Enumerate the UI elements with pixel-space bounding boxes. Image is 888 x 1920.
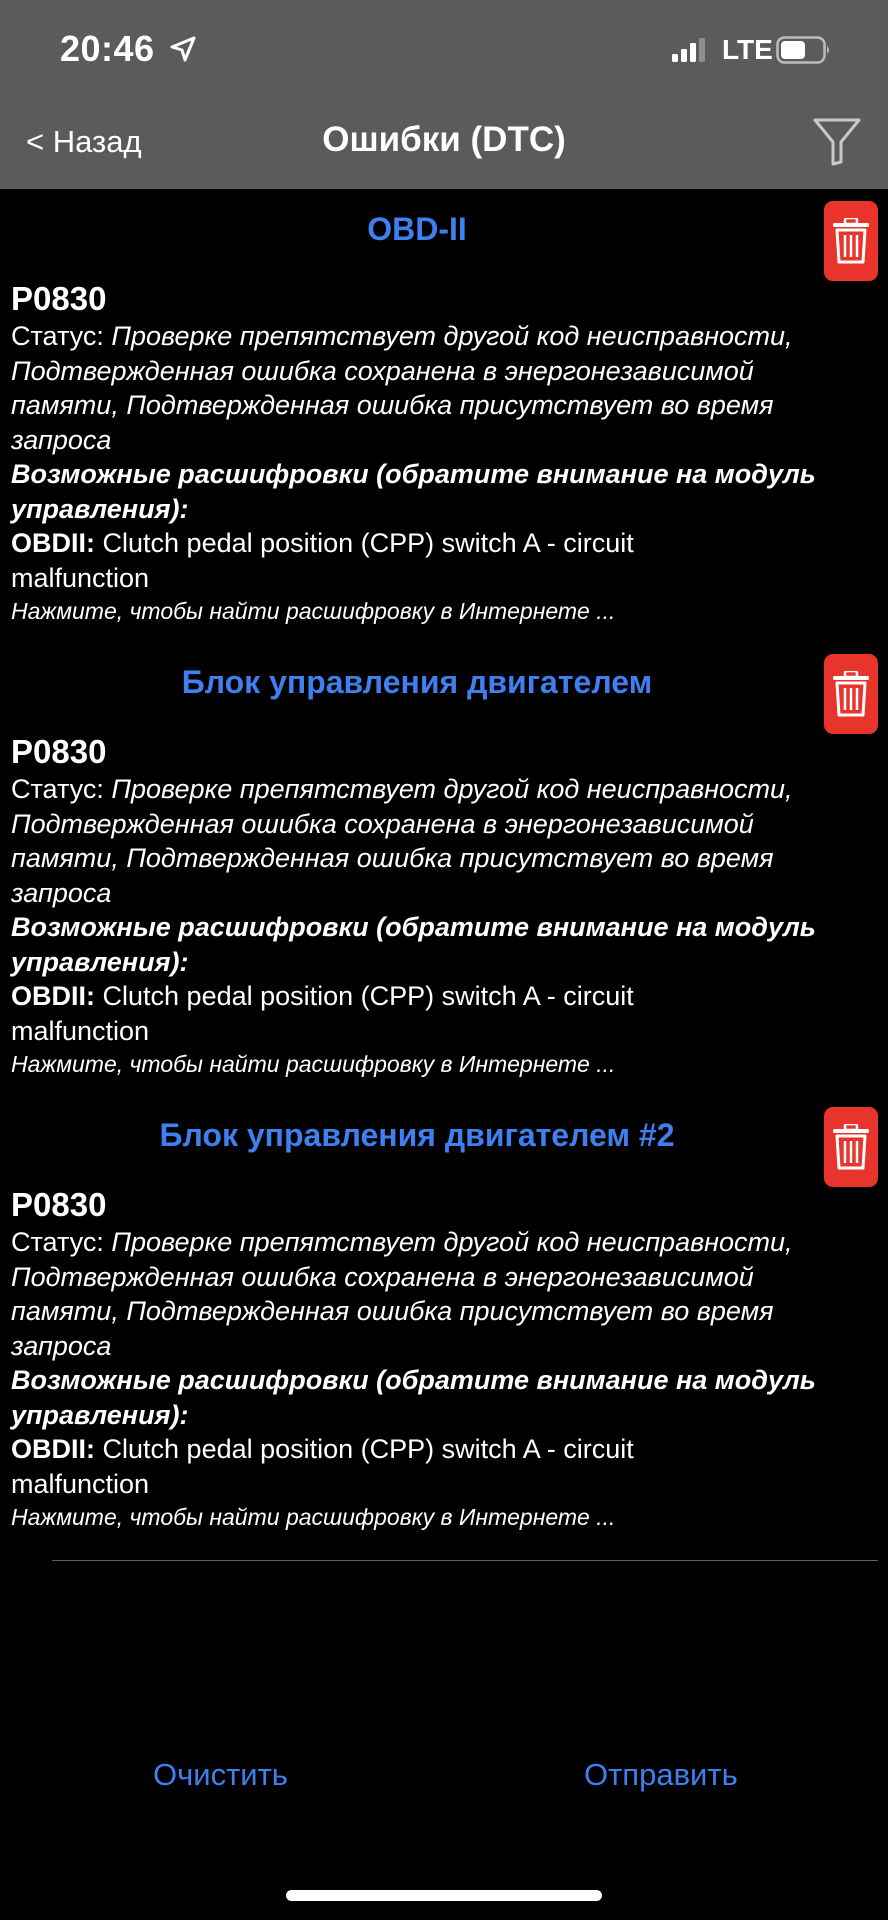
status-line [11,423,871,458]
status-text: памяти, Подтвержденная ошибка присутствует во время [11,843,774,873]
status-bar [0,0,888,100]
dtc-section-obd2 [0,189,888,641]
dtc-entry[interactable] [11,732,871,1080]
status-text: Подтвержденная ошибка сохранена в энергонезависимой [11,808,754,839]
description-line: malfunction [11,1015,150,1046]
page-title: Ошибки (DTC) [322,120,566,159]
status-label: Статус: [11,321,104,351]
obd-prefix: OBDII: [11,1434,95,1464]
cellular-signal-icon [672,38,708,62]
status-text: памяти, Подтвержденная ошибка присутствует во время [11,1296,774,1326]
description-line [11,979,871,1014]
status-label: Статус: [11,774,104,804]
battery-icon [776,36,832,64]
status-text: запроса [11,1330,112,1361]
trash-icon [833,1124,869,1170]
hints-heading: управления): [11,1399,189,1430]
top-bar [0,0,888,189]
status-text: запроса [11,424,112,455]
dtc-section-engine [0,642,888,1094]
delete-button[interactable] [824,1107,878,1187]
status-text: памяти, Подтвержденная ошибка присутствует во время [11,390,774,420]
hints-heading: управления): [11,493,189,524]
status-time: 20:46 [60,28,155,69]
status-label: Статус: [11,1227,104,1257]
network-type: LTE [722,34,773,65]
filter-icon[interactable] [812,116,862,168]
delete-button[interactable] [824,654,878,734]
status-line [11,1294,871,1329]
obd-prefix: OBDII: [11,981,95,1011]
hints-heading: управления): [11,946,189,977]
clear-button[interactable]: Очистить [153,1757,288,1792]
hints-heading: Возможные расшифровки (обратите внимание на модуль [11,912,816,942]
trash-icon [833,671,869,717]
search-online-link[interactable]: Нажмите, чтобы найти расшифровку в Интернете ... [11,598,616,624]
hints-heading: Возможные расшифровки (обратите внимание на модуль [11,1365,816,1395]
status-line [11,1329,871,1364]
dtc-code: P0830 [11,280,107,317]
status-line [11,1225,871,1260]
status-text: запроса [11,877,112,908]
description-line [11,1432,871,1467]
status-text: Проверке препятствует другой код неисправности, [111,1227,793,1257]
dtc-code: P0830 [11,1186,107,1223]
description-text: Clutch pedal position (CPP) switch A - circuit [102,528,634,558]
list-divider [52,1560,878,1561]
description-line: malfunction [11,1468,150,1499]
status-text: Проверке препятствует другой код неисправности, [111,321,793,351]
home-indicator[interactable] [286,1890,602,1901]
status-line [11,772,871,807]
location-arrow-icon [168,34,198,64]
search-online-link[interactable]: Нажмите, чтобы найти расшифровку в Интернете ... [11,1504,616,1530]
status-line [11,876,871,911]
dtc-code: P0830 [11,733,107,770]
dtc-entry[interactable] [11,1185,871,1533]
back-button[interactable]: < Назад [26,124,142,159]
delete-button[interactable] [824,201,878,281]
status-line [11,319,871,354]
status-line [11,841,871,876]
status-line [11,388,871,423]
dtc-entry[interactable] [11,279,871,627]
send-button[interactable]: Отправить [584,1757,738,1792]
description-line [11,526,871,561]
status-text: Подтвержденная ошибка сохранена в энергонезависимой [11,1261,754,1292]
description-line: malfunction [11,562,150,593]
section-title: Блок управления двигателем #2 [159,1117,675,1153]
status-text: Подтвержденная ошибка сохранена в энергонезависимой [11,355,754,386]
dtc-section-engine-2 [0,1095,888,1547]
section-title: OBD-II [367,211,467,247]
search-online-link[interactable]: Нажмите, чтобы найти расшифровку в Интернете ... [11,1051,616,1077]
status-text: Проверке препятствует другой код неисправности, [111,774,793,804]
section-title: Блок управления двигателем [181,664,653,700]
obd-prefix: OBDII: [11,528,95,558]
hints-heading: Возможные расшифровки (обратите внимание на модуль [11,459,816,489]
navigation-bar [0,100,888,189]
status-line [11,1260,871,1295]
description-text: Clutch pedal position (CPP) switch A - circuit [102,981,634,1011]
description-text: Clutch pedal position (CPP) switch A - circuit [102,1434,634,1464]
status-line [11,354,871,389]
trash-icon [833,218,869,264]
status-line [11,807,871,842]
